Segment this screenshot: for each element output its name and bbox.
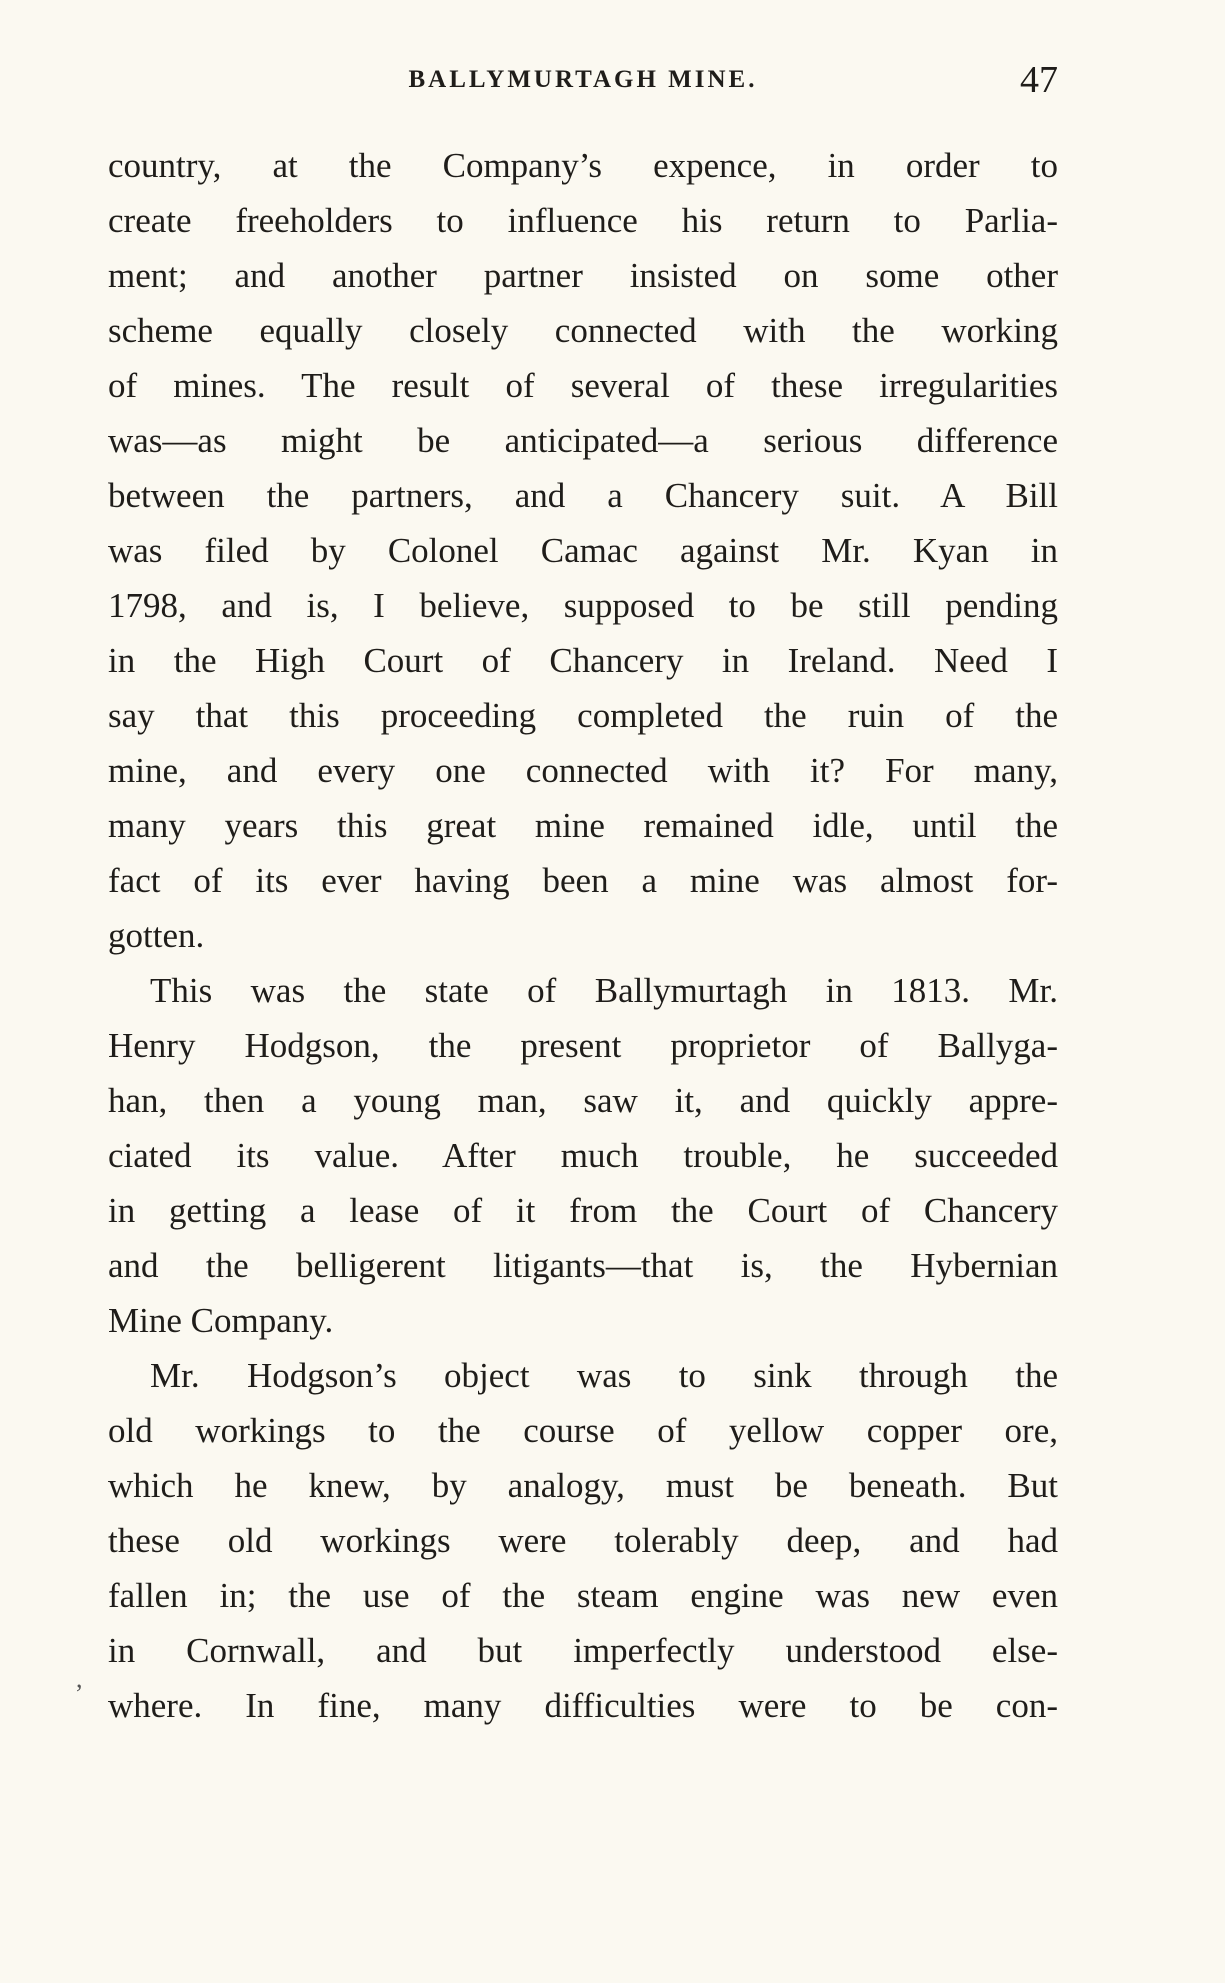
body-text [108, 138, 1058, 1733]
text-line: and the belligerent litigants—that is, the Hybernian [108, 1246, 1058, 1285]
text-line: country, at the Company’s expence, in order to [108, 146, 1058, 185]
text-line: which he knew, by analogy, must be beneath. But [108, 1466, 1058, 1505]
text-line: say that this proceeding completed the ruin of the [108, 696, 1058, 735]
text-line: ciated its value. After much trouble, he succeeded [108, 1136, 1058, 1175]
running-title: BALLYMURTAGH MINE. [408, 66, 758, 93]
text-line: many years this great mine remained idle, until the [108, 806, 1058, 845]
text-line: This was the state of Ballymurtagh in 1813. Mr. [150, 971, 1058, 1010]
page-number: 47 [1020, 59, 1058, 101]
text-line: Henry Hodgson, the present proprietor of Ballyga- [108, 1026, 1058, 1065]
text-line: was—as might be anticipated—a serious difference [108, 421, 1058, 460]
text-line: between the partners, and a Chancery suit. A Bill [108, 476, 1058, 515]
text-line: fallen in; the use of the steam engine was new even [108, 1576, 1058, 1615]
text-line: mine, and every one connected with it? For many, [108, 751, 1058, 790]
text-line: ment; and another partner insisted on some other [108, 256, 1058, 295]
text-line: Mr. Hodgson’s object was to sink through the [150, 1356, 1058, 1395]
text-line: these old workings were tolerably deep, and had [108, 1521, 1058, 1560]
text-line: of mines. The result of several of these irregularities [108, 366, 1058, 405]
text-line: in Cornwall, and but imperfectly understood else- [108, 1631, 1058, 1670]
text-line: 1798, and is, I believe, supposed to be still pending [108, 586, 1058, 625]
text-line: scheme equally closely connected with the working [108, 311, 1058, 350]
text-line: was filed by Colonel Camac against Mr. Kyan in [108, 531, 1058, 570]
text-line: han, then a young man, saw it, and quickly appre- [108, 1081, 1058, 1120]
text-line: in the High Court of Chancery in Ireland. Need I [108, 641, 1058, 680]
text-line: fact of its ever having been a mine was almost for- [108, 861, 1058, 900]
text-line: where. In fine, many difficulties were to be con- [108, 1686, 1058, 1725]
text-line: Mine Company. [108, 1301, 334, 1340]
text-line: create freeholders to influence his return to Parlia- [108, 201, 1058, 240]
text-line: gotten. [108, 916, 205, 955]
text-line: old workings to the course of yellow copper ore, [108, 1411, 1058, 1450]
running-head [108, 58, 1058, 108]
margin-mark: , [76, 1664, 83, 1693]
text-line: in getting a lease of it from the Court of Chancery [108, 1191, 1058, 1230]
